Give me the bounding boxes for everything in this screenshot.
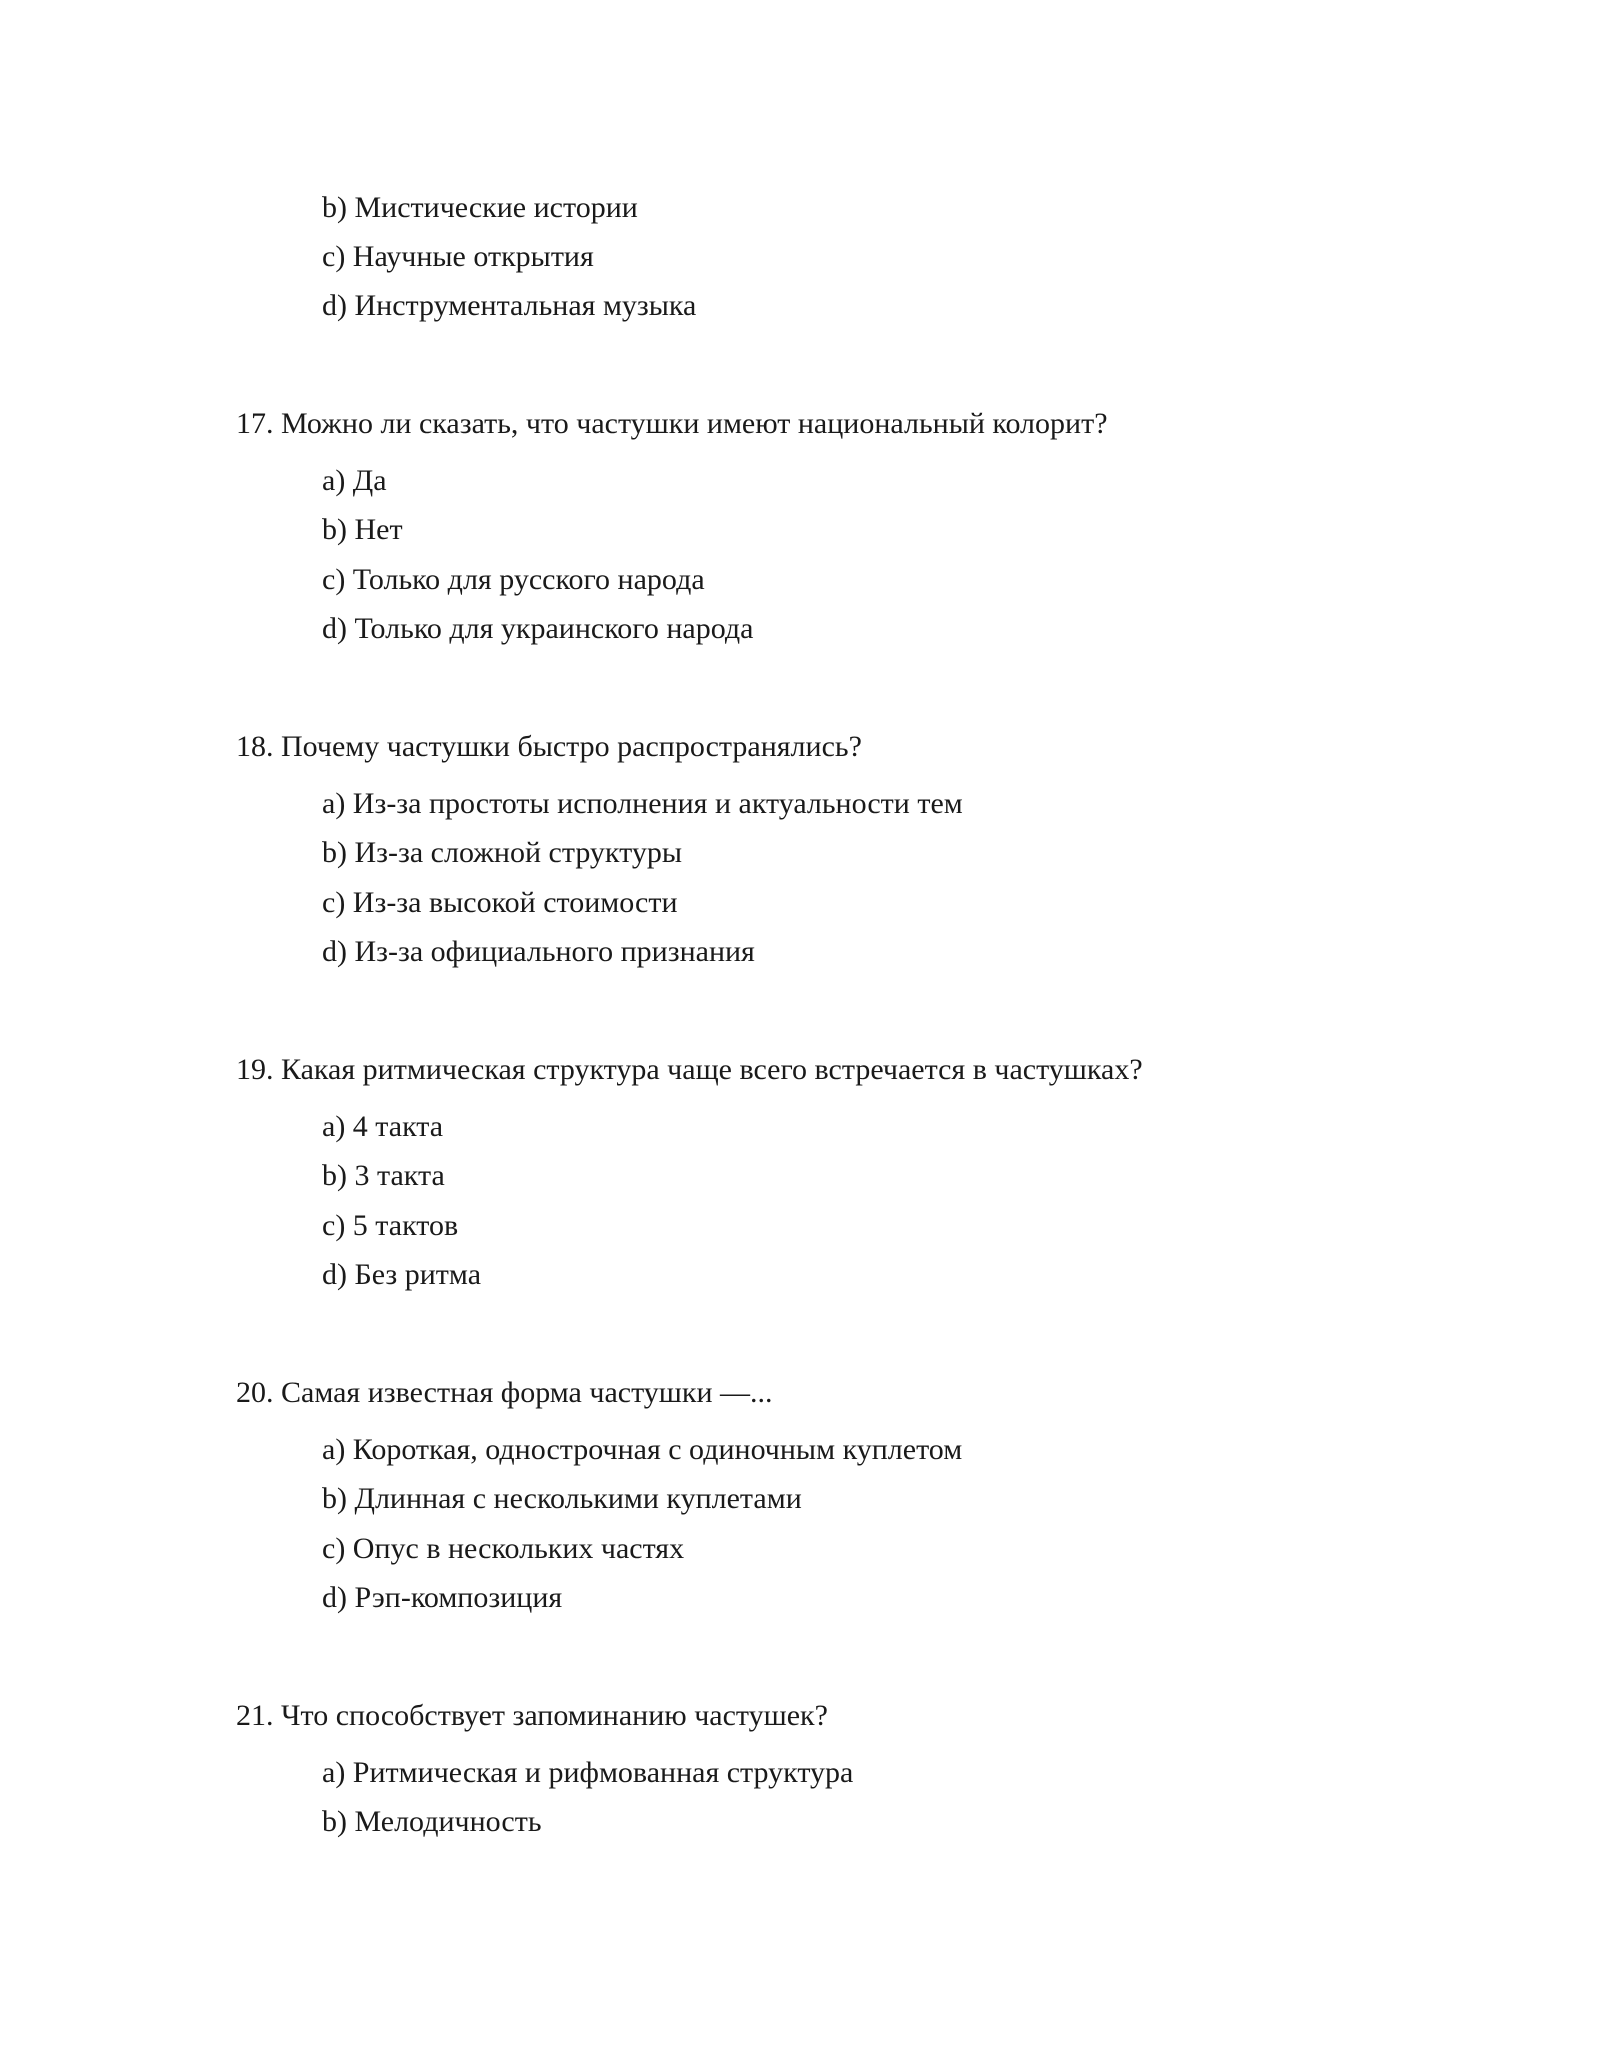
- option-item: b) Длинная с несколькими куплетами: [322, 1482, 802, 1515]
- question-19: 19. Какая ритмическая структура чаще всего встречается в частушках?: [236, 1053, 1143, 1086]
- option-item: a) Да: [322, 464, 387, 497]
- option-item: c) Научные открытия: [322, 240, 594, 273]
- question-17: 17. Можно ли сказать, что частушки имеют национальный колорит?: [236, 407, 1108, 440]
- option-item: c) Из-за высокой стоимости: [322, 886, 678, 919]
- option-item: d) Только для украинского народа: [322, 612, 754, 645]
- question-21: 21. Что способствует запоминанию частушек?: [236, 1699, 828, 1732]
- option-item: b) Мелодичность: [322, 1805, 542, 1838]
- option-item: d) Из-за официального признания: [322, 935, 755, 968]
- option-item: a) 4 такта: [322, 1110, 444, 1143]
- option-item: d) Инструментальная музыка: [322, 289, 697, 322]
- option-item: c) Только для русского народа: [322, 563, 705, 596]
- option-item: b) Нет: [322, 513, 403, 546]
- option-item: c) 5 тактов: [322, 1209, 459, 1242]
- option-item: a) Ритмическая и рифмованная структура: [322, 1756, 854, 1789]
- option-item: c) Опус в нескольких частях: [322, 1532, 685, 1565]
- option-item: a) Короткая, однострочная с одиночным куплетом: [322, 1433, 963, 1466]
- option-item: a) Из-за простоты исполнения и актуальности тем: [322, 787, 963, 820]
- question-20: 20. Самая известная форма частушки —...: [236, 1376, 773, 1409]
- question-18: 18. Почему частушки быстро распространялись?: [236, 730, 862, 763]
- option-item: d) Рэп-композиция: [322, 1581, 563, 1614]
- option-item: b) Мистические истории: [322, 191, 638, 224]
- option-item: b) 3 такта: [322, 1159, 445, 1192]
- option-item: d) Без ритма: [322, 1258, 482, 1291]
- option-item: b) Из-за сложной структуры: [322, 836, 682, 869]
